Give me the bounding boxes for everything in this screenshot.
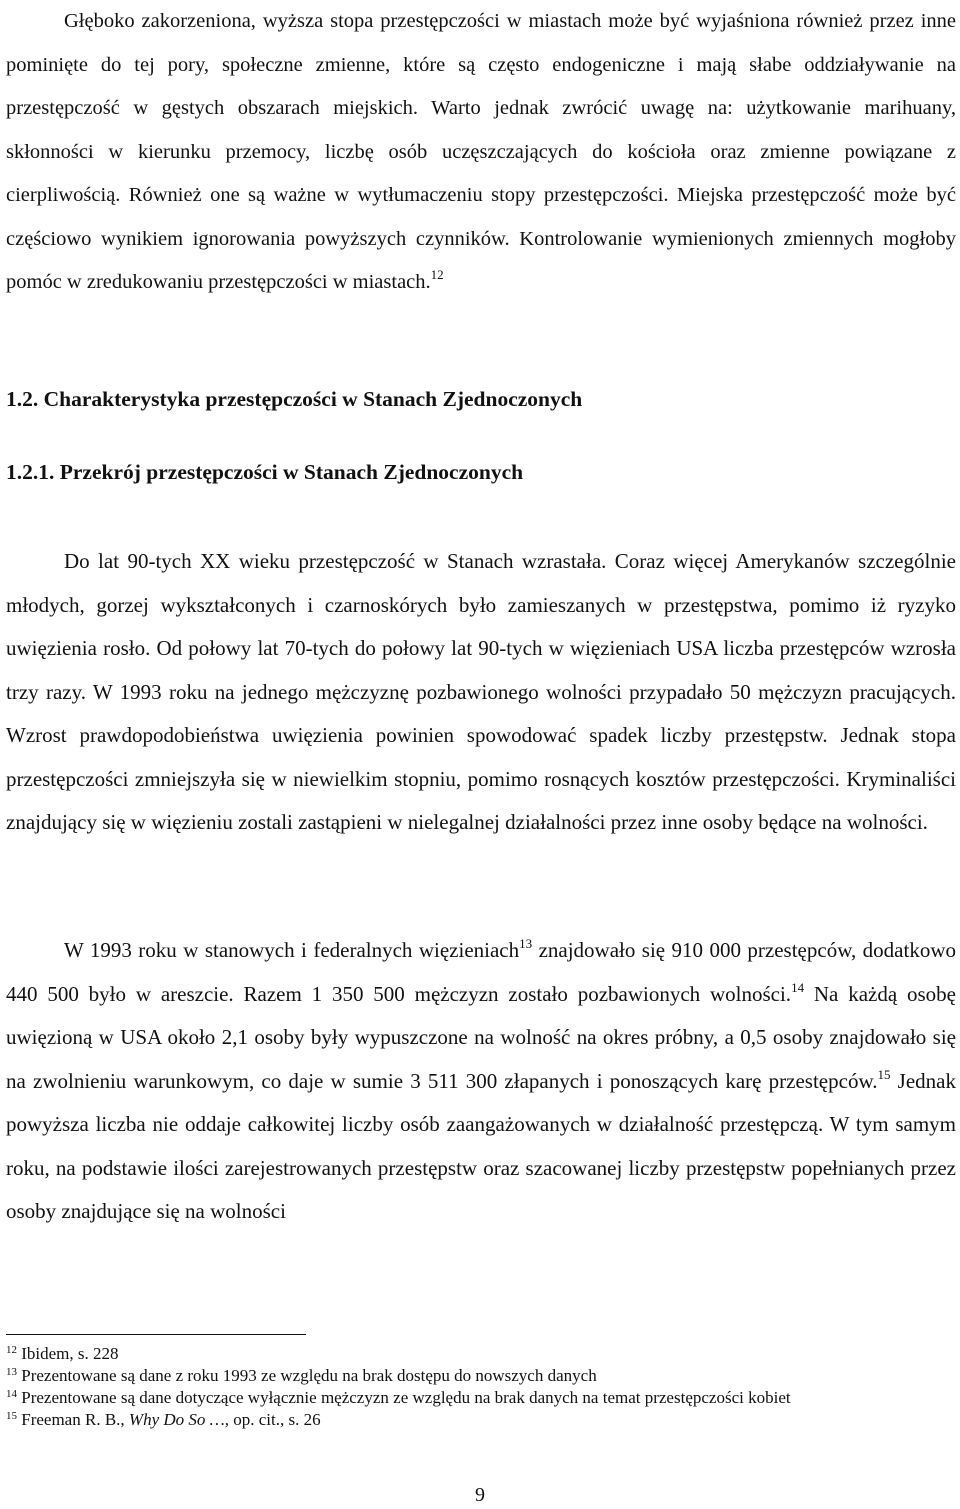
paragraph-prison-stats-part-d: Jednak powyższa liczba nie oddaje całkowitej liczby osób zaangażowanych w działalność przestępczą. W tym samym roku, na podstawie ilości zarejestrowanych przestępstw oraz szacowanej liczby przestępstw popełnianych przez osoby znajdujące się na wolności <box>6 1068 956 1223</box>
footnote-ref-13: 13 <box>519 936 533 951</box>
paragraph-intro-text: Głęboko zakorzeniona, wyższa stopa przestępczości w miastach może być wyjaśniona również przez inne pominięte do tej pory, społeczne zmienne, które są często endogeniczne i mają słabe oddziaływanie na przestępczość w gęstych obszarach miejskich. Warto jednak zwrócić uwagę na: użytkowanie marihuany, skłonności w kierunku przemocy, liczbę osób uczęszczających do kościoła oraz zmienne powiązane z cierpliwością. Również one są ważne w wytłumaczeniu stopy przestępczości. Miejska przestępczość może być częściowo wynikiem ignorowania powyższych czynników. Kontrolowanie wymienionych zmiennych mogłoby pomóc w zredukowaniu przestępczości w miastach. <box>6 10 956 293</box>
footnote-ref-15: 15 <box>877 1066 891 1082</box>
paragraph-prison-stats-part-c: Na każdą osobę uwięzioną w USA około 2,1 osoby były wypuszczone na wolność na okres próbny, a 0,5 osoby znajdowało się na zwolnieniu warunkowym, co daje w sumie 3 511 300 złapanych i ponoszących karę przestępców. <box>6 981 956 1093</box>
footnote-15: $^{15}$ Freeman R. B., Why Do So …, op. cit., s. 26 <box>6 1410 321 1429</box>
footnote-14: $^{14}$ Prezentowane są dane dotyczące wyłącznie mężczyzn ze względu na brak danych na temat przestępczości kobiet <box>6 1388 791 1407</box>
footnotes <box>6 1343 956 1431</box>
paragraph-crime-trend <box>6 540 956 845</box>
footnote-12: $^{12}$ Ibidem, s. 228 <box>6 1344 119 1363</box>
paragraph-crime-trend-text: Do lat 90-tych XX wieku przestępczość w Stanach wzrastała. Coraz więcej Amerykanów szczególnie młodych, gorzej wykształconych i czarnoskórych było zamieszanych w przestępstwa, pomimo iż ryzyko uwięzienia rosło. Od połowy lat 70-tych do połowy lat 90-tych w więzieniach USA liczba przestępców wzrosła trzy razy. W 1993 roku na jednego mężczyznę pozbawionego wolności przypadało 50 mężczyzn pracujących. Wzrost prawdopodobieństwa uwięzienia powinien spowodować spadek liczby przestępstw. Jednak stopa przestępczości zmniejszyła się w niewielkim stopniu, pomimo rosnących kosztów przestępczości. Kryminaliści znajdujący się w więzieniu zostali zastąpieni w nielegalnej działalności przez inne osoby będące na wolności. <box>6 549 956 834</box>
paragraph-prison-stats-part-b: znajdowało się 910 000 przestępców, dodatkowo 440 500 było w areszcie. Razem 1 350 500 mężczyzn zostało pozbawionych wolności. <box>6 938 956 1006</box>
footnote-13: $^{13}$ Prezentowane są dane z roku 1993 ze względu na brak dostępu do nowszych danych <box>6 1366 597 1385</box>
paragraph-intro <box>6 0 956 305</box>
paragraph-prison-stats <box>6 929 956 1234</box>
document-page <box>6 0 956 1429</box>
paragraph-prison-stats-part-a: W 1993 roku w stanowych i federalnych więzieniach <box>64 938 520 962</box>
section-heading: 1.2. Charakterystyka przestępczości w Stanach Zjednoczonych <box>6 387 583 411</box>
footnote-separator <box>6 1334 306 1335</box>
page-number: 9 <box>475 1484 485 1506</box>
footnote-ref-12: 12 <box>430 267 444 282</box>
footnote-ref-14: 14 <box>791 979 805 995</box>
subsection-heading: 1.2.1. Przekrój przestępczości w Stanach Zjednoczonych <box>6 460 524 484</box>
